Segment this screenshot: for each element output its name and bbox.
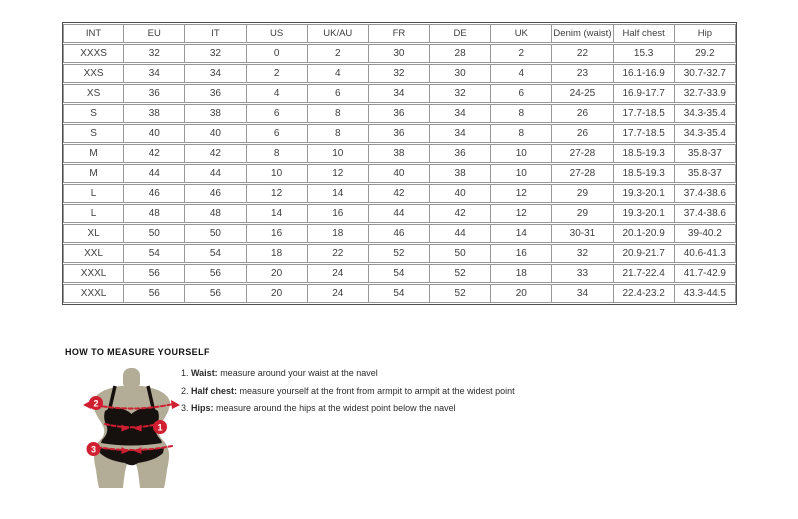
size-cell: 22.4-23.2: [614, 284, 675, 303]
table-row: [63, 224, 736, 243]
size-cell: 34: [430, 104, 491, 123]
size-cell: 2: [308, 44, 369, 63]
size-cell: 16: [247, 224, 308, 243]
chest-badge: [89, 396, 103, 410]
table-row: [63, 184, 736, 203]
size-cell: 40: [185, 124, 246, 143]
table-row: [63, 64, 736, 83]
step-term: Half chest:: [191, 385, 238, 396]
size-cell: 8: [247, 144, 308, 163]
size-cell: 8: [308, 104, 369, 123]
size-cell: 29: [552, 204, 613, 223]
size-cell: 30.7-32.7: [675, 64, 736, 83]
size-cell: 34.3-35.4: [675, 124, 736, 143]
size-cell: 36: [430, 144, 491, 163]
size-cell: 16.1-16.9: [614, 64, 675, 83]
size-cell: 16.9-17.7: [614, 84, 675, 103]
size-cell: 42: [369, 184, 430, 203]
size-cell: 56: [124, 264, 185, 283]
size-cell: 29: [552, 184, 613, 203]
column-header: UK: [491, 24, 552, 43]
size-cell: 35.8-37: [675, 164, 736, 183]
step-term: Hips:: [191, 403, 214, 413]
size-cell: 34: [124, 64, 185, 83]
chest-badge-number: 2: [93, 398, 99, 409]
size-cell: 17.7-18.5: [614, 104, 675, 123]
measure-steps: [181, 368, 515, 421]
size-cell: 18: [491, 264, 552, 283]
size-cell: 37.4-38.6: [675, 184, 736, 203]
size-cell: 50: [430, 244, 491, 263]
step-description: measure yourself at the front from armpit to armpit at the widest point: [237, 385, 515, 396]
step-description: measure around your waist at the navel: [217, 368, 378, 378]
table-row: [63, 244, 736, 263]
size-cell: 44: [369, 204, 430, 223]
size-cell: 12: [308, 164, 369, 183]
size-cell: 24: [308, 284, 369, 303]
size-cell: 19.3-20.1: [614, 184, 675, 203]
column-header: UK/AU: [308, 24, 369, 43]
size-cell: 20: [491, 284, 552, 303]
size-cell: 8: [491, 104, 552, 123]
size-cell: XXL: [63, 244, 124, 263]
table-row: [63, 144, 736, 163]
size-cell: 36: [185, 84, 246, 103]
table-row: [63, 264, 736, 283]
size-cell: 19.3-20.1: [614, 204, 675, 223]
size-cell: 14: [491, 224, 552, 243]
size-cell: 42: [124, 144, 185, 163]
size-cell: 18.5-19.3: [614, 164, 675, 183]
size-cell: 36: [369, 124, 430, 143]
size-cell: 2: [247, 64, 308, 83]
size-cell: XXS: [63, 64, 124, 83]
size-chart-head: [63, 24, 736, 43]
size-cell: 18: [247, 244, 308, 263]
measure-section-title: HOW TO MEASURE YOURSELF: [65, 347, 210, 357]
size-cell: 32: [430, 84, 491, 103]
size-cell: 30: [369, 44, 430, 63]
size-cell: 34: [552, 284, 613, 303]
column-header: US: [247, 24, 308, 43]
size-cell: 33: [552, 264, 613, 283]
size-cell: 14: [247, 204, 308, 223]
size-cell: 26: [552, 104, 613, 123]
size-cell: 10: [247, 164, 308, 183]
size-cell: 37.4-38.6: [675, 204, 736, 223]
size-cell: 40.6-41.3: [675, 244, 736, 263]
size-cell: 32: [369, 64, 430, 83]
size-cell: 27-28: [552, 164, 613, 183]
column-header: FR: [369, 24, 430, 43]
size-cell: 22: [552, 44, 613, 63]
size-cell: 34: [369, 84, 430, 103]
step-term: Waist:: [191, 368, 218, 378]
size-cell: 52: [369, 244, 430, 263]
size-cell: 46: [369, 224, 430, 243]
size-cell: 4: [308, 64, 369, 83]
column-header: Denim (waist): [552, 24, 613, 43]
size-cell: 34.3-35.4: [675, 104, 736, 123]
step-number: 2.: [181, 385, 192, 396]
column-header: INT: [63, 24, 124, 43]
size-cell: 30-31: [552, 224, 613, 243]
size-cell: 38: [124, 104, 185, 123]
size-cell: 22: [308, 244, 369, 263]
size-cell: XXXL: [63, 284, 124, 303]
table-row: [63, 104, 736, 123]
size-cell: 48: [185, 204, 246, 223]
column-header: Half chest: [614, 24, 675, 43]
size-cell: XL: [63, 224, 124, 243]
size-cell: XXXS: [63, 44, 124, 63]
step-number: 1.: [181, 368, 192, 378]
size-cell: 32: [124, 44, 185, 63]
header-row: [63, 24, 736, 43]
size-cell: 0: [247, 44, 308, 63]
size-cell: 15.3: [614, 44, 675, 63]
size-cell: XS: [63, 84, 124, 103]
table-row: [63, 124, 736, 143]
size-cell: 20: [247, 284, 308, 303]
size-cell: 50: [124, 224, 185, 243]
size-chart-body: [63, 44, 736, 303]
size-cell: 54: [185, 244, 246, 263]
size-cell: 56: [124, 284, 185, 303]
table-row: [63, 164, 736, 183]
size-cell: 10: [491, 144, 552, 163]
size-cell: 23: [552, 64, 613, 83]
size-cell: 36: [369, 104, 430, 123]
size-cell: 12: [491, 204, 552, 223]
size-cell: 50: [185, 224, 246, 243]
size-cell: 21.7-22.4: [614, 264, 675, 283]
size-cell: 28: [430, 44, 491, 63]
size-cell: 36: [124, 84, 185, 103]
step-description: measure around the hips at the widest point below the navel: [213, 403, 456, 413]
size-cell: 46: [124, 184, 185, 203]
size-cell: 39-40.2: [675, 224, 736, 243]
size-cell: M: [63, 144, 124, 163]
size-cell: 10: [491, 164, 552, 183]
size-cell: 32.7-33.9: [675, 84, 736, 103]
size-cell: 32: [552, 244, 613, 263]
size-cell: 6: [491, 84, 552, 103]
waist-badge: [153, 420, 167, 434]
size-cell: 6: [247, 104, 308, 123]
size-cell: M: [63, 164, 124, 183]
size-cell: 18.5-19.3: [614, 144, 675, 163]
size-cell: 18: [308, 224, 369, 243]
size-cell: 16: [491, 244, 552, 263]
size-cell: 44: [185, 164, 246, 183]
size-cell: 42: [430, 204, 491, 223]
size-cell: 32: [185, 44, 246, 63]
size-cell: 56: [185, 264, 246, 283]
size-cell: 20.1-20.9: [614, 224, 675, 243]
size-cell: 12: [247, 184, 308, 203]
size-cell: 2: [491, 44, 552, 63]
size-cell: 10: [308, 144, 369, 163]
size-cell: 35.8-37: [675, 144, 736, 163]
size-cell: 46: [185, 184, 246, 203]
size-cell: 16: [308, 204, 369, 223]
size-cell: 26: [552, 124, 613, 143]
size-cell: 38: [185, 104, 246, 123]
waist-badge-number: 1: [157, 422, 163, 433]
size-cell: 8: [308, 124, 369, 143]
step-number: 3.: [181, 403, 192, 413]
size-cell: 52: [430, 284, 491, 303]
size-cell: L: [63, 204, 124, 223]
size-cell: XXXL: [63, 264, 124, 283]
measurement-figure-illustration: [80, 366, 185, 496]
size-cell: 30: [430, 64, 491, 83]
size-cell: 24: [308, 264, 369, 283]
size-cell: 6: [247, 124, 308, 143]
size-cell: 17.7-18.5: [614, 124, 675, 143]
column-header: EU: [124, 24, 185, 43]
size-cell: 48: [124, 204, 185, 223]
mannequin-figure-icon: [80, 366, 185, 496]
size-cell: S: [63, 124, 124, 143]
size-cell: 42: [185, 144, 246, 163]
table-row: [63, 284, 736, 303]
size-cell: 54: [124, 244, 185, 263]
size-cell: 38: [369, 144, 430, 163]
size-cell: 24-25: [552, 84, 613, 103]
size-cell: 44: [430, 224, 491, 243]
size-cell: 6: [308, 84, 369, 103]
table-row: [63, 204, 736, 223]
size-cell: 40: [124, 124, 185, 143]
size-cell: 4: [491, 64, 552, 83]
size-cell: 52: [430, 264, 491, 283]
size-cell: 38: [430, 164, 491, 183]
size-cell: 8: [491, 124, 552, 143]
size-cell: 54: [369, 284, 430, 303]
size-cell: 20.9-21.7: [614, 244, 675, 263]
size-cell: 44: [124, 164, 185, 183]
size-cell: L: [63, 184, 124, 203]
size-cell: 56: [185, 284, 246, 303]
measure-step: [181, 403, 515, 414]
measure-step: [181, 386, 515, 397]
size-chart-table: [62, 22, 737, 305]
size-cell: 12: [491, 184, 552, 203]
hips-badge: [87, 442, 101, 456]
column-header: IT: [185, 24, 246, 43]
size-cell: 14: [308, 184, 369, 203]
size-cell: 27-28: [552, 144, 613, 163]
size-cell: 20: [247, 264, 308, 283]
size-cell: 40: [369, 164, 430, 183]
size-cell: 4: [247, 84, 308, 103]
size-cell: 34: [430, 124, 491, 143]
column-header: DE: [430, 24, 491, 43]
size-cell: 34: [185, 64, 246, 83]
table-row: [63, 44, 736, 63]
size-cell: 29.2: [675, 44, 736, 63]
column-header: Hip: [675, 24, 736, 43]
size-cell: 41.7-42.9: [675, 264, 736, 283]
table-row: [63, 84, 736, 103]
hips-badge-number: 3: [90, 444, 97, 455]
size-cell: 43.3-44.5: [675, 284, 736, 303]
measure-step: [181, 368, 515, 379]
size-cell: 40: [430, 184, 491, 203]
size-cell: S: [63, 104, 124, 123]
size-cell: 54: [369, 264, 430, 283]
